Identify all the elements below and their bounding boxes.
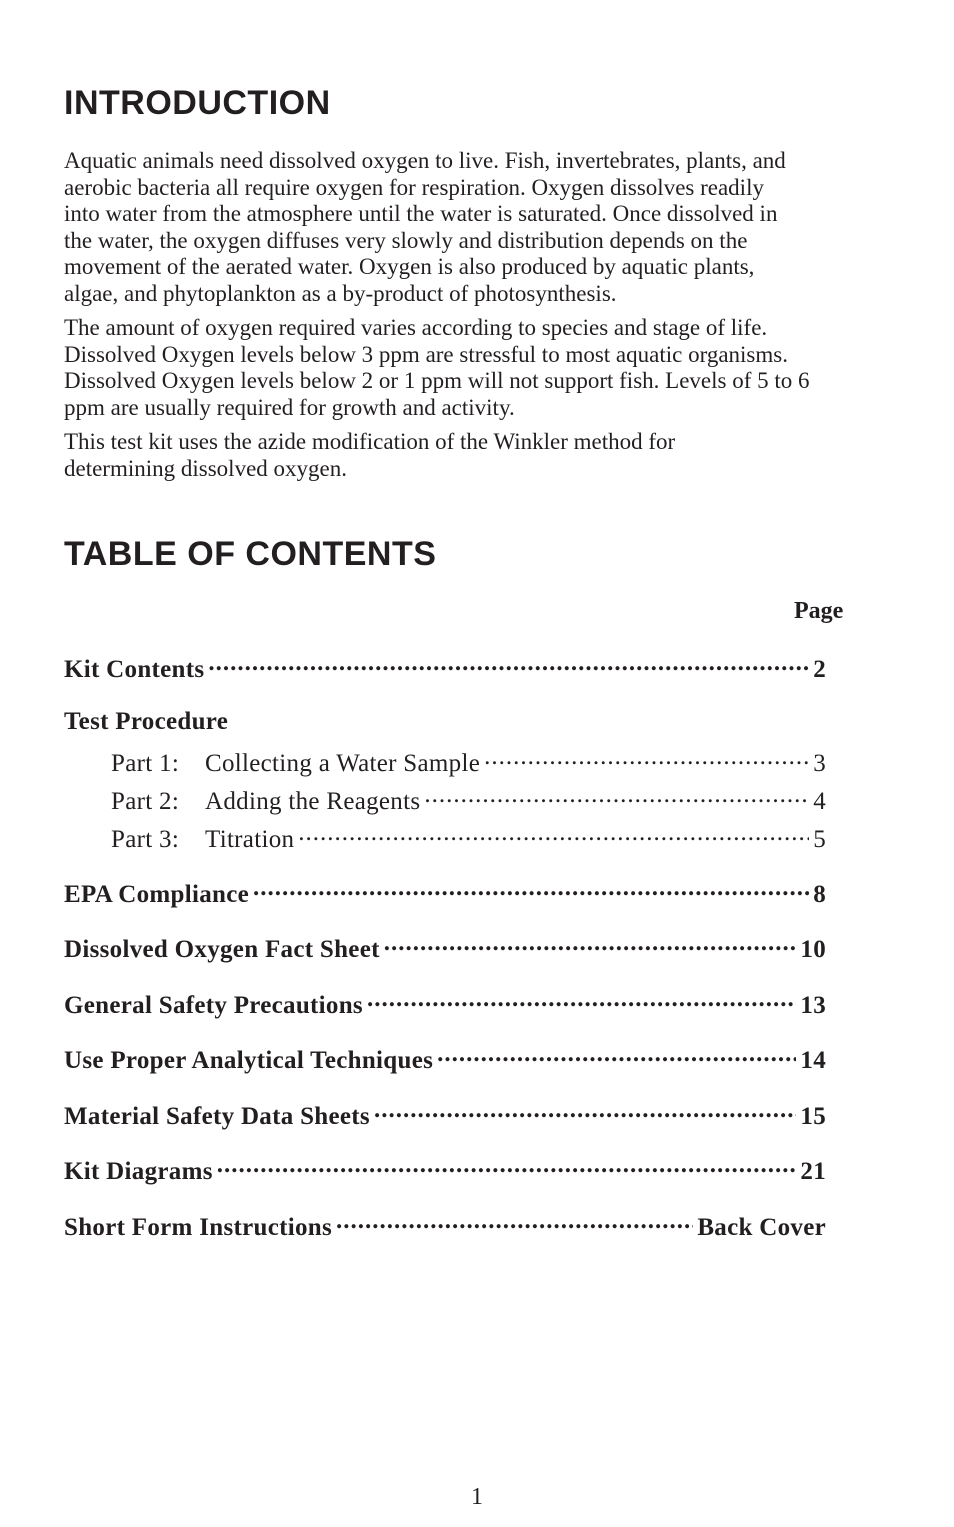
page-number: 1 — [471, 1484, 483, 1510]
toc-entry-page: 4 — [813, 788, 826, 815]
dot-leader — [367, 988, 796, 1013]
text-line: Dissolved Oxygen levels below 2 or 1 ppm will not support fish. Levels of 5 to 6 — [64, 368, 810, 393]
dot-leader — [253, 877, 809, 902]
toc-entry-page: 10 — [800, 936, 826, 963]
text-line: Aquatic animals need dissolved oxygen to live. Fish, invertebrates, plants, and — [64, 148, 786, 173]
toc-entry-page: 3 — [813, 750, 826, 777]
dot-leader — [208, 652, 809, 677]
toc-entry-epa-compliance[interactable] — [64, 877, 826, 909]
toc-entry-title: Short Form Instructions — [64, 1214, 333, 1241]
toc-entry-page: 14 — [800, 1047, 826, 1074]
dot-leader — [437, 1043, 796, 1068]
dot-leader — [217, 1154, 797, 1179]
toc-entry-title: Kit Contents — [64, 656, 205, 683]
toc-entry-page: 8 — [813, 881, 826, 908]
toc-entry-page: 13 — [800, 992, 826, 1019]
toc-entry-title: Adding the Reagents — [205, 788, 421, 815]
introduction-body — [64, 148, 894, 490]
text-line: the water, the oxygen diffuses very slowly and distribution depends on the — [64, 227, 748, 253]
toc-entry-title: EPA Compliance — [64, 881, 249, 908]
text-line: Dissolved Oxygen levels below 3 ppm are stressful to most aquatic organisms. — [64, 341, 788, 367]
toc-entry-msds[interactable] — [64, 1099, 826, 1131]
toc-entry-page: Back Cover — [697, 1214, 826, 1241]
text-line: aerobic bacteria all require oxygen for respiration. Oxygen dissolves readily — [64, 174, 764, 200]
introduction-heading: INTRODUCTION — [64, 84, 331, 122]
table-of-contents-heading: TABLE OF CONTENTS — [64, 535, 437, 573]
dot-leader — [484, 746, 809, 771]
dot-leader — [298, 822, 809, 847]
toc-entry-title: Dissolved Oxygen Fact Sheet — [64, 936, 380, 963]
toc-entry-page: 21 — [800, 1158, 826, 1185]
toc-part-number: Part 1: — [111, 750, 180, 777]
toc-entry-short-form[interactable] — [64, 1210, 826, 1242]
toc-entry-kit-contents[interactable] — [64, 652, 826, 684]
text-line: This test kit uses the azide modification of the Winkler method for — [64, 429, 676, 454]
toc-entry-part-2[interactable] — [111, 784, 826, 816]
toc-entry-safety-precautions[interactable] — [64, 988, 826, 1020]
toc-entry-page: 15 — [800, 1103, 826, 1130]
text-line: algae, and phytoplankton as a by-product of photosynthesis. — [64, 280, 617, 306]
page-column-label: Page — [794, 598, 844, 624]
toc-entry-kit-diagrams[interactable] — [64, 1154, 826, 1186]
toc-entry-page: 5 — [813, 826, 826, 853]
toc-entry-title: Use Proper Analytical Techniques — [64, 1047, 434, 1074]
intro-paragraph-2 — [64, 315, 894, 421]
toc-entry-title: Kit Diagrams — [64, 1158, 213, 1185]
text-line: into water from the atmosphere until the water is saturated. Once dissolved in — [64, 201, 778, 226]
toc-entry-part-1[interactable] — [111, 746, 826, 778]
dot-leader — [384, 932, 797, 957]
toc-part-number: Part 2: — [111, 788, 180, 815]
toc-entry-title: Material Safety Data Sheets — [64, 1103, 370, 1130]
dot-leader — [424, 784, 809, 809]
dot-leader — [374, 1099, 796, 1124]
toc-entry-analytical-techniques[interactable] — [64, 1043, 826, 1075]
text-line: The amount of oxygen required varies according to species and stage of life. — [64, 315, 768, 340]
toc-part-number: Part 3: — [111, 826, 180, 853]
text-line: movement of the aerated water. Oxygen is also produced by aquatic plants, — [64, 254, 755, 279]
text-line: ppm are usually required for growth and activity. — [64, 394, 515, 420]
toc-entry-part-3[interactable] — [111, 822, 826, 854]
toc-entry-page: 2 — [813, 656, 826, 683]
toc-entry-title: Collecting a Water Sample — [205, 750, 481, 777]
text-line: determining dissolved oxygen. — [64, 455, 347, 481]
dot-leader — [336, 1210, 693, 1235]
toc-entry-title: General Safety Precautions — [64, 992, 363, 1019]
intro-paragraph-3 — [64, 429, 894, 482]
intro-paragraph-1 — [64, 148, 894, 307]
toc-entry-title: Titration — [205, 826, 295, 853]
toc-entry-fact-sheet[interactable] — [64, 932, 826, 964]
toc-entry-test-procedure[interactable]: Test Procedure — [64, 708, 229, 735]
